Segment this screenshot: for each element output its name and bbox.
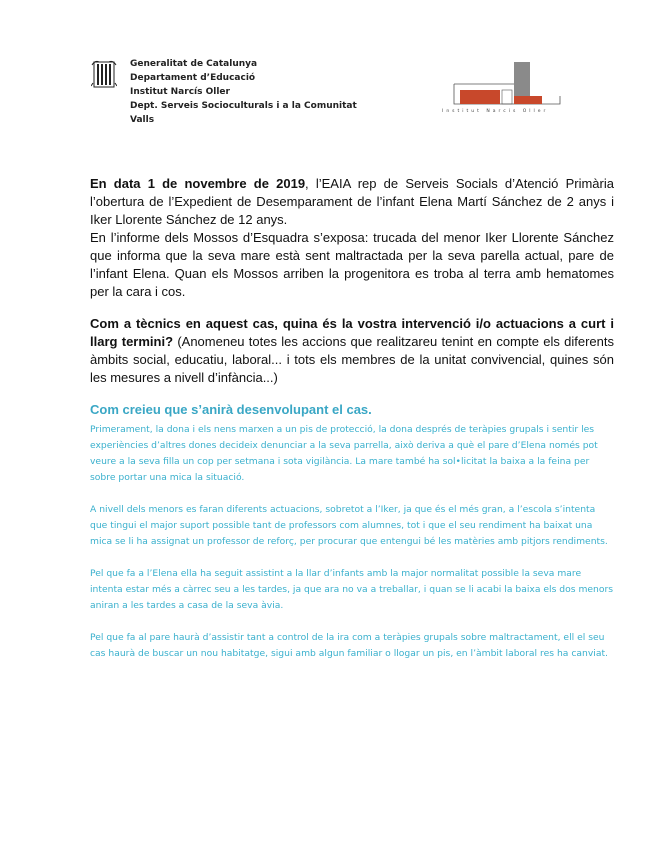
case-date: En data 1 de novembre de 2019 <box>90 176 306 191</box>
answer-paragraph: Pel que fa al pare haurà d’assistir tant a control de la ira com a teràpies grupals sobre maltractament, ell el seu cas haurà de buscar un nou habitatge, sigui amb algun familiar o llogar un pis, en l’àmbit laboral res ha canviat. <box>90 632 608 659</box>
header-line-department: Departament d’Educació <box>130 73 256 83</box>
case-intro-paragraph <box>90 175 614 229</box>
answer-paragraph: Pel que fa a l’Elena ella ha seguit assistint a la llar d’infants amb la major normalitat possible la seva mare intenta estar més a càrrec seu a les tardes, ja que ara no va a treballar, i quan se li acabi la baixa els dos menors aniran a les tardes a casa de la seva àvia. <box>90 568 614 611</box>
question-paragraph <box>90 315 614 387</box>
header-line-government: Generalitat de Catalunya <box>130 59 258 69</box>
answer-body <box>90 422 614 678</box>
case-report-paragraph: En l’informe dels Mossos d’Esquadra s’exposa: trucada del menor Iker Llorente Sánchez que informa que la seva mare està sent maltractada per la seva parella actual, pare de l’infant Elena. Quan els Mossos arriben la progenitora es troba al terra amb hematomes per la cara i cos. <box>90 230 614 299</box>
school-logo-caption: Institut Narcís Oller <box>442 109 549 114</box>
question-block <box>90 315 614 387</box>
case-intro-text: , l’EAIA rep de Serveis Socials d’Atenció Primària l’obertura de l’Expedient de Desemparament de l’infant Elena Martí Sánchez de 2 anys i Iker Llorente Sánchez de 12 anys. <box>90 176 614 227</box>
question-rest: (Anomeneu totes les accions que realitzareu tenint en compte els diferents àmbits social, educatiu, laboral... i tots els membres de la unitat convivencial, quines són les mesures a nivell d’infància...) <box>90 334 614 385</box>
question-bold: Com a tècnics en aquest cas, quina és la vostra intervenció i/o actuacions a curt i llarg termini? <box>90 316 614 349</box>
answer-title: Com creieu que s’anirà desenvolupant el cas. <box>90 402 372 417</box>
institut-logo-icon <box>440 60 562 116</box>
answer-paragraph: A nivell dels menors es faran diferents actuacions, sobretot a l’Iker, ja que és el més gran, a l’escola s’intenta que tingui el major suport possible tant de professors com alumnes, tot i que el seu rendiment ha baixat una mica se li ha assignat un professor de reforç, per procurar que entengui bé les matèries amb pitjors rendiments. <box>90 504 608 547</box>
header-line-institute: Institut Narcís Oller <box>130 87 230 97</box>
case-description <box>90 175 614 301</box>
answer-paragraph: Primerament, la dona i els nens marxen a un pis de protecció, la dona després de teràpies grupals i sentir les experiències d’altres dones decideix denunciar a la seva parrella, això deriva a què el pare d’Elena només pot veure a la seva filla un cop per setmana i sota vigilància. La mare també ha sol•licitat la baixa a la feina per sobre portar una mica la situació. <box>90 424 598 483</box>
generalitat-logo-icon <box>91 59 117 89</box>
institution-header <box>130 57 357 127</box>
header-line-dept-serveis: Dept. Serveis Socioculturals i a la Comunitat <box>130 101 357 111</box>
header-line-town: Valls <box>130 115 155 125</box>
